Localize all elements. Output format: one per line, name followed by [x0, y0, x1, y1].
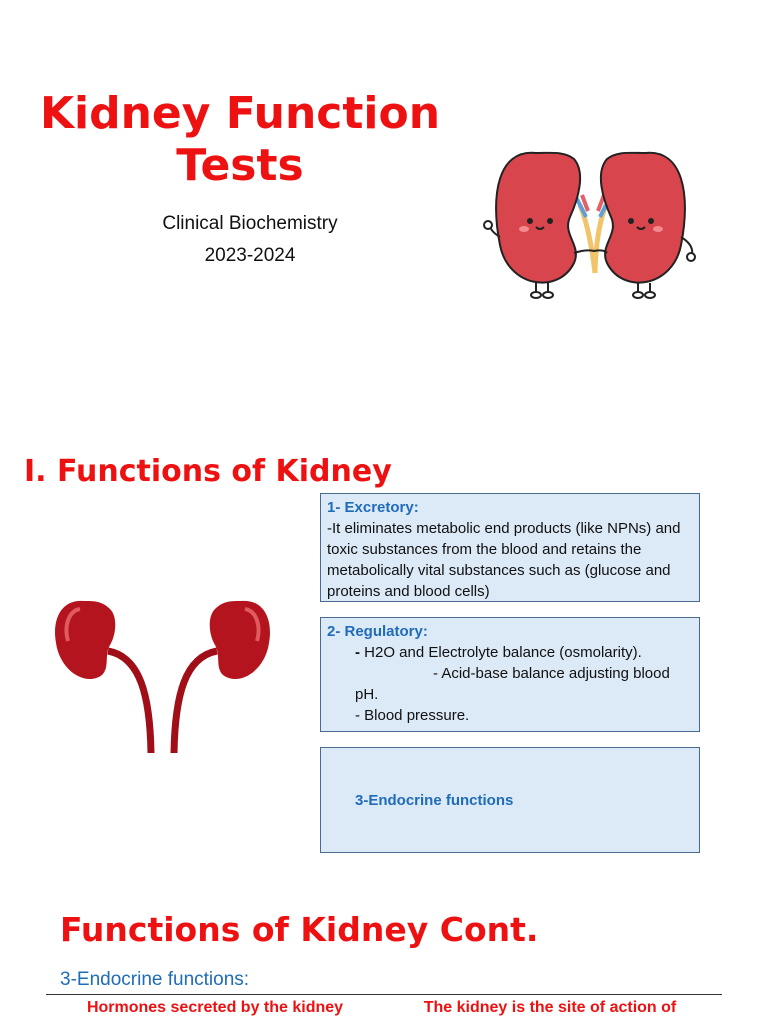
page-title [0, 88, 480, 192]
excretory-text: -It eliminates metabolic end products (like NPNs) and toxic substances from the blood and retains the metabolically vital substances such as (glucose and proteins and blood cells) [327, 520, 681, 600]
title-line-2: Tests [176, 140, 304, 191]
table-header-hormones: Hormones secreted by the kidney [86, 999, 344, 1016]
subtitle [100, 208, 400, 272]
excretory-heading: 1- Excretory: [327, 499, 419, 516]
section-title: I. Functions of Kidney [24, 454, 392, 489]
endocrine-subheading: 3-Endocrine functions: [60, 969, 250, 990]
regulatory-item-3: - Blood pressure. [355, 707, 470, 724]
regulatory-heading: 2- Regulatory: [327, 623, 428, 640]
course-name: Clinical Biochemistry [162, 213, 338, 234]
table-top-rule [46, 994, 722, 995]
regulatory-box [320, 617, 700, 732]
excretory-box [320, 493, 700, 602]
academic-year: 2023-2024 [204, 245, 296, 266]
table-header-site-of-action: The kidney is the site of action of [423, 999, 677, 1016]
endocrine-box [320, 747, 700, 853]
kidney-anatomy-icon [50, 595, 275, 755]
title-line-1: Kidney Function [39, 88, 441, 139]
regulatory-item-2-cont: pH. [355, 686, 379, 703]
section-title-cont: Functions of Kidney Cont. [60, 910, 539, 949]
endocrine-heading: 3-Endocrine functions [355, 791, 514, 809]
regulatory-item-1-dash: - [355, 644, 360, 661]
regulatory-item-1 [327, 642, 693, 663]
kidney-cartoon-icon [478, 145, 703, 305]
regulatory-item-2: - Acid-base balance adjusting blood [433, 665, 670, 682]
regulatory-item-1-text: H2O and Electrolyte balance (osmolarity). [360, 644, 642, 661]
